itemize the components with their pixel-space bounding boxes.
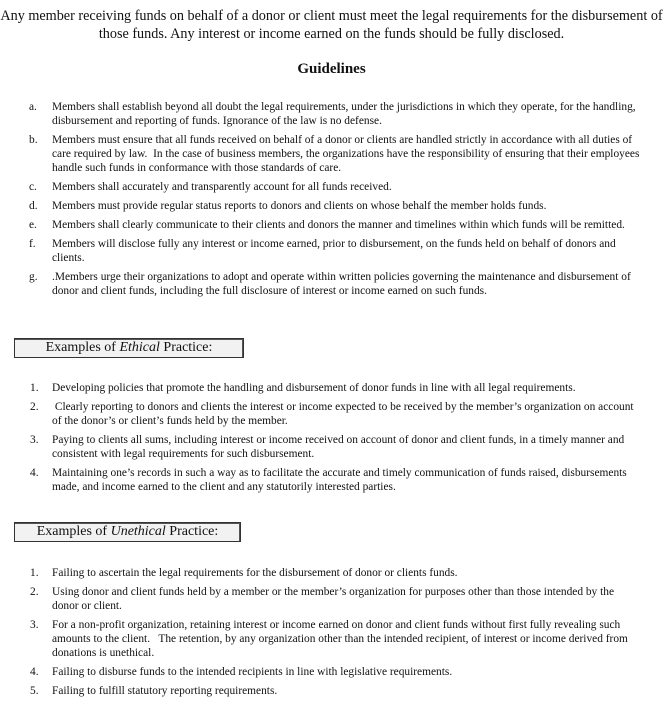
unethical-item: [0, 566, 663, 580]
unethical-text: Failing to disburse funds to the intended recipients in line with legislative requirements.: [52, 666, 453, 678]
unethical-text: Failing to fulfill statutory reporting requirements.: [52, 685, 278, 697]
guideline-item: [0, 133, 663, 175]
list-marker: 1.: [30, 567, 39, 579]
ethical-text: Paying to clients all sums, including interest or income received on account of donor and client funds, in a timely manner and consistent with legal requirements for such disbursement.: [52, 434, 628, 460]
list-marker: a.: [29, 101, 37, 113]
list-marker: 4.: [30, 467, 39, 479]
guideline-text: Members shall establish beyond all doubt the legal requirements, under the jurisdictions in which they operate, for the handling, disbursement and reporting of funds. Ignorance of the law is no defense.: [52, 101, 639, 127]
unethical-item: [0, 618, 663, 660]
guideline-item: [0, 218, 663, 232]
box-suffix: Practice:: [165, 524, 219, 539]
box-suffix: Practice:: [159, 340, 213, 355]
guideline-item: [0, 199, 663, 213]
guideline-text: Members must ensure that all funds received on behalf of a donor or clients are handled strictly in accordance with all duties of care required by law. In the case of business members, the organizations have the responsibility of ensuring that their employees handle such funds in conformance with those standards of care.: [52, 134, 643, 174]
list-marker: 4.: [30, 666, 39, 678]
ethical-item: [0, 466, 663, 494]
ethical-item: [0, 381, 663, 395]
list-marker: d.: [29, 200, 38, 212]
ethical-item: [0, 400, 663, 428]
list-marker: 5.: [30, 685, 39, 697]
guideline-item: [0, 100, 663, 128]
intro-paragraph: Any member receiving funds on behalf of a donor or client must meet the legal requirements for the disbursement of those funds. Any interest or income earned on the funds should be fully disclosed.: [0, 8, 663, 42]
ethical-text: Developing policies that promote the handling and disbursement of donor funds in line with all legal requirements.: [52, 382, 576, 394]
box-prefix: Examples of: [36, 524, 111, 539]
guidelines-list: [0, 100, 663, 303]
unethical-item: [0, 684, 663, 698]
unethical-text: Failing to ascertain the legal requirements for the disbursement of donor or clients funds.: [52, 567, 458, 579]
list-marker: f.: [29, 238, 36, 250]
list-marker: 1.: [30, 382, 39, 394]
guideline-item: [0, 180, 663, 194]
unethical-text: For a non-profit organization, retaining interest or income earned on donor and client funds without first fully revealing such amounts to the client. The retention, by any organization other than the intended recipient, of interest or income derived from donations is unethical.: [52, 619, 631, 659]
unethical-practice-list: [0, 566, 663, 703]
ethical-item: [0, 433, 663, 461]
guidelines-heading: Guidelines: [297, 61, 366, 77]
list-marker: c.: [29, 181, 37, 193]
unethical-item: [0, 665, 663, 679]
unethical-practice-header: [14, 522, 241, 542]
guideline-text: Members must provide regular status reports to donors and clients on whose behalf the member holds funds.: [52, 200, 547, 212]
box-emphasis: Ethical: [119, 340, 160, 355]
list-marker: 3.: [30, 434, 39, 446]
unethical-item: [0, 585, 663, 613]
guideline-item: [0, 237, 663, 265]
ethical-practice-list: [0, 381, 663, 499]
list-marker: 2.: [30, 401, 39, 413]
list-marker: g.: [29, 271, 38, 283]
ethical-practice-header: [14, 338, 244, 358]
list-marker: e.: [29, 219, 37, 231]
ethical-text: Maintaining one’s records in such a way as to facilitate the accurate and timely communication of funds raised, disbursements made, and income earned to the client and any statutorily interested parties.: [52, 467, 630, 493]
list-marker: 2.: [30, 586, 39, 598]
ethical-text: Clearly reporting to donors and clients the interest or income expected to be received by the member’s organization on account of the donor’s or client’s funds held by the member.: [52, 401, 637, 427]
guideline-text: .Members urge their organizations to adopt and operate within written policies governing the maintenance and disbursement of donor and client funds, including the full disclosure of interest or income earned on such funds.: [52, 271, 634, 297]
guideline-text: Members shall accurately and transparently account for all funds received.: [52, 181, 392, 193]
list-marker: b.: [29, 134, 38, 146]
guideline-text: Members will disclose fully any interest or income earned, prior to disbursement, on the funds held on behalf of donors and clients.: [52, 238, 619, 264]
box-prefix: Examples of: [45, 340, 120, 355]
guideline-text: Members shall clearly communicate to their clients and donors the manner and timelines within which funds will be remitted.: [52, 219, 625, 231]
list-marker: 3.: [30, 619, 39, 631]
unethical-text: Using donor and client funds held by a member or the member’s organization for purposes other than those intended by the donor or client.: [52, 586, 617, 612]
box-emphasis: Unethical: [110, 524, 166, 539]
guideline-item: [0, 270, 663, 298]
